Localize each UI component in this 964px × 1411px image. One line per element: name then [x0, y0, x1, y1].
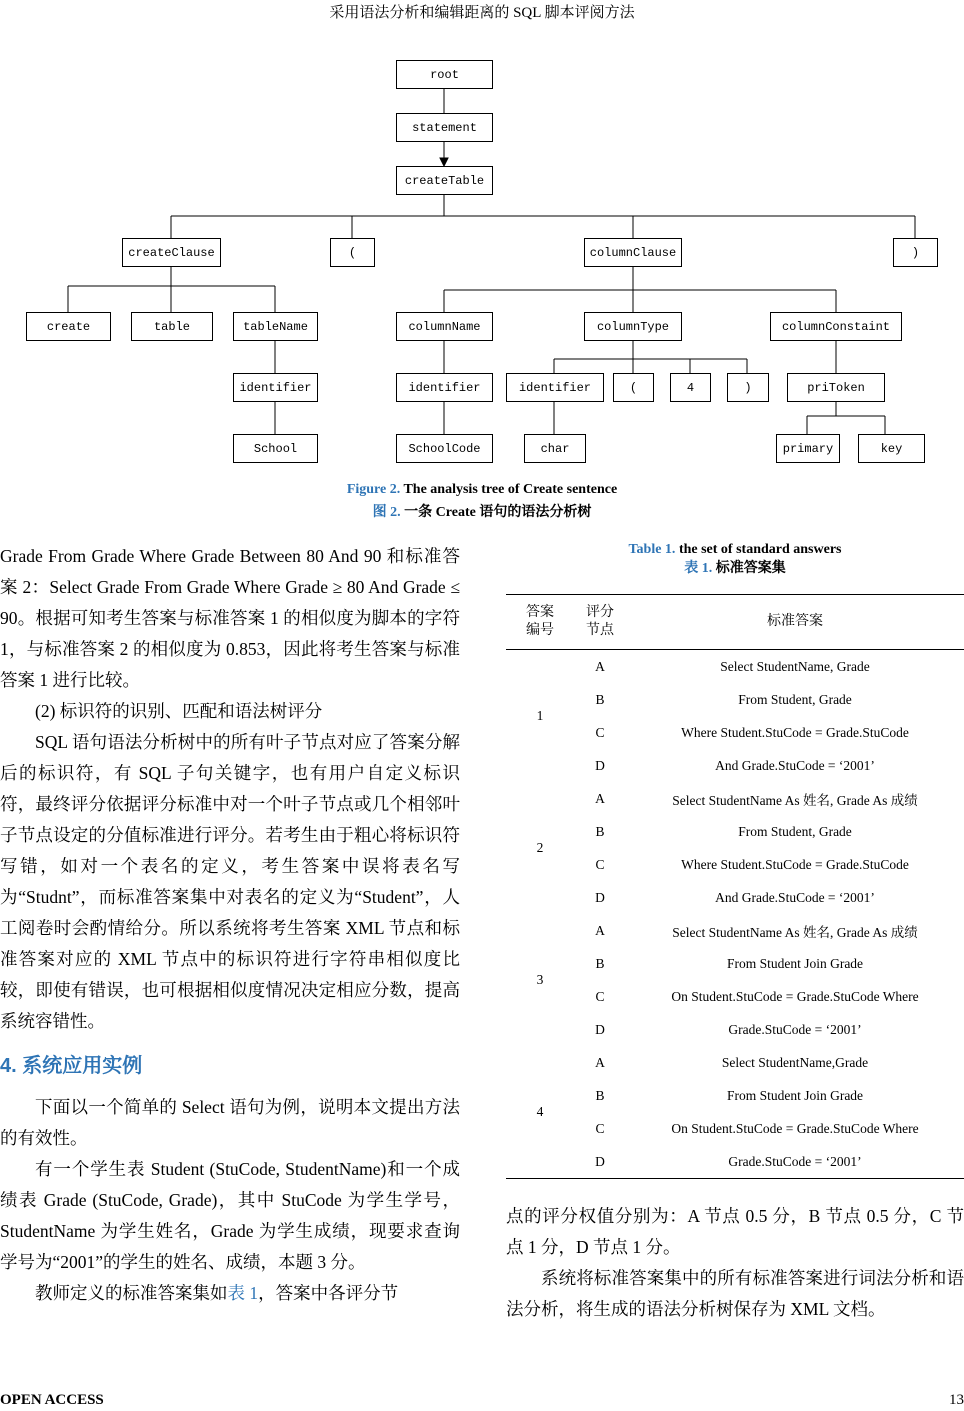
subsection-title: (2) 标识符的识别、匹配和语法树评分	[35, 701, 323, 721]
answer-id-cell: 1	[536, 708, 544, 723]
table-header-row	[506, 595, 964, 650]
tree-node-identifier: identifier	[506, 373, 604, 402]
table-caption-text: the set of standard answers	[678, 542, 842, 557]
node-cell: C	[595, 988, 605, 1004]
paragraph: Grade From Grade Where Grade Between 80 And 90 和标准答案 2：Select Grade From Grade Where Grade ≥ 80 And Grade ≤ 90。根据可知考生答案与标准答案 1 的相似度为脚本的字符 1，与标准答案 2 的相似度为 0.853，因此将考生答案与标准答案 1 进行比较。	[0, 546, 460, 690]
answer-cell: Select StudentName,Grade	[721, 1054, 869, 1070]
figure-label: Figure 2.	[346, 482, 401, 497]
answer-cell: From Student, Grade	[738, 691, 852, 707]
table-row	[506, 914, 964, 947]
standard-answers-table	[506, 594, 964, 1179]
node-cell: D	[595, 757, 605, 773]
tree-node-rparen: )	[893, 238, 938, 267]
node-cell: B	[595, 955, 605, 971]
table-row	[506, 815, 964, 848]
answer-cell: From Student Join Grade	[726, 1087, 864, 1103]
table-row	[506, 683, 964, 716]
paragraph: SQL 语句语法分析树中的所有叶子节点对应了答案分解后的标识符，有 SQL 子句关键字，也有用户自定义标识符，最终评分依据评分标准中对一个叶子节点或几个相邻叶子节点设定的分值标准进行评分。若考生由于粗心将标识符写错，如对一个表名的定义，考生答案中误将表名写为“Studnt”，而标准答案集中对表名的定义为“Student”，人工阅卷时会酌情给分。所以系统将考生答案 XML 节点和标准答案对应的 XML 节点中的标识符进行字符串相似度比较，即使有错误，也可根据相似度情况决定相应分数，提高系统容错性。	[0, 732, 460, 1031]
header-node: 评分 节点	[574, 595, 626, 650]
node-cell: D	[574, 1145, 626, 1179]
node-cell: A	[595, 790, 605, 806]
node-cell: D	[595, 1021, 605, 1037]
tree-node-root: root	[396, 60, 493, 89]
table-label: Table 1.	[628, 542, 676, 557]
right-column	[506, 1201, 964, 1325]
tree-node-table: table	[131, 312, 213, 341]
table-row	[506, 980, 964, 1013]
tree-node-lparen: (	[613, 373, 654, 402]
table-caption-zh	[506, 559, 964, 578]
answer-id-cell: 3	[536, 972, 544, 987]
tree-node-createclause: createClause	[122, 238, 221, 267]
paragraph	[0, 1278, 460, 1309]
answer-cell: Where Student.StuCode = Grade.StuCode	[681, 724, 909, 740]
table-row	[506, 782, 964, 815]
tree-node-schoolcode: SchoolCode	[396, 434, 493, 463]
table-caption-en	[506, 540, 964, 559]
tree-node-school: School	[233, 434, 318, 463]
paragraph: 点的评分权值分别为：A 节点 0.5 分，B 节点 0.5 分，C 节点 1 分，D 节点 1 分。	[506, 1206, 964, 1257]
figure-label-zh: 图 2.	[372, 505, 401, 520]
table-row	[506, 848, 964, 881]
tree-node-columntype: columnType	[584, 312, 682, 341]
table-reference-link[interactable]: 表 1	[227, 1283, 259, 1303]
answer-cell: Select StudentName, Grade	[720, 658, 870, 674]
header-answer-id: 答案 编号	[506, 595, 574, 650]
tree-node-rparen: )	[727, 373, 769, 402]
answer-cell: On Student.StuCode = Grade.StuCode Where	[671, 1120, 919, 1136]
table-row	[506, 1079, 964, 1112]
page-number: 13	[949, 1392, 964, 1408]
tree-node-columnconstaint: columnConstaint	[770, 312, 902, 341]
node-cell: A	[595, 1054, 605, 1070]
figure-caption-text-zh: 一条 Create 语句的语法分析树	[404, 505, 592, 520]
answer-cell: From Student Join Grade	[726, 955, 864, 971]
answer-cell: Grade.StuCode = ‘2001’	[626, 1145, 964, 1179]
tree-node-identifier: identifier	[396, 373, 493, 402]
table-row	[506, 1112, 964, 1145]
tree-node-number: 4	[670, 373, 711, 402]
node-cell: A	[595, 658, 605, 674]
node-cell: A	[595, 922, 605, 938]
tree-node-pritoken: priToken	[787, 373, 885, 402]
tree-node-lparen: (	[330, 238, 375, 267]
node-cell: C	[595, 724, 605, 740]
node-cell: B	[595, 691, 605, 707]
table-row	[506, 716, 964, 749]
paragraph: 系统将标准答案集中的所有标准答案进行词法分析和语法分析，将生成的语法分析树保存为 XML 文档。	[506, 1268, 964, 1319]
table-row	[506, 1145, 964, 1179]
figure-caption-zh	[0, 501, 964, 521]
tree-node-char: char	[524, 434, 586, 463]
tree-node-identifier: identifier	[233, 373, 318, 402]
paragraph-text: 教师定义的标准答案集如	[35, 1283, 228, 1303]
tree-node-key: key	[858, 434, 925, 463]
tree-node-columnname: columnName	[396, 312, 493, 341]
section-heading: 4. 系统应用实例	[0, 1055, 143, 1077]
answer-cell: Select StudentName As 姓名, Grade As 成绩	[672, 924, 918, 940]
answer-cell: And Grade.StuCode = ‘2001’	[715, 757, 875, 773]
table-caption-text-zh: 标准答案集	[715, 561, 786, 576]
answer-cell: Grade.StuCode = ‘2001’	[728, 1021, 862, 1037]
table-label-zh: 表 1.	[684, 561, 713, 576]
node-cell: D	[595, 889, 605, 905]
table-row	[506, 749, 964, 782]
table-row	[506, 1013, 964, 1046]
figure-caption-en	[0, 482, 964, 498]
table-row	[506, 650, 964, 684]
node-cell: B	[595, 823, 605, 839]
running-head: 采用语法分析和编辑距离的 SQL 脚本评阅方法	[329, 5, 635, 21]
table-row	[506, 947, 964, 980]
paragraph: 有一个学生表 Student (StuCode, StudentName)和一个成绩表 Grade (StuCode, Grade)，其中 StuCode 为学生学号，StudentName 为学生姓名，Grade 为学生成绩，现要求查询学号为“2001”的学生的姓名、成绩，本题 3 分。	[0, 1159, 460, 1272]
tree-node-create: create	[26, 312, 111, 341]
node-cell: B	[595, 1087, 605, 1103]
tree-node-primary: primary	[776, 434, 840, 463]
table-row	[506, 1046, 964, 1079]
tree-node-createtable: createTable	[396, 166, 493, 195]
answer-id-cell: 4	[506, 1046, 574, 1179]
paragraph-text: ，答案中各评分节	[258, 1283, 399, 1303]
table-row	[506, 881, 964, 914]
tree-node-tablename: tableName	[233, 312, 318, 341]
footer-open-access: OPEN ACCESS	[0, 1392, 104, 1408]
tree-node-statement: statement	[396, 113, 493, 142]
answer-cell: On Student.StuCode = Grade.StuCode Where	[671, 988, 919, 1004]
answer-id-cell: 2	[536, 840, 544, 855]
node-cell: C	[595, 1120, 605, 1136]
answer-cell: Where Student.StuCode = Grade.StuCode	[681, 856, 909, 872]
left-column	[0, 541, 460, 1309]
paragraph: 下面以一个简单的 Select 语句为例，说明本文提出方法的有效性。	[0, 1097, 460, 1148]
answer-cell: From Student, Grade	[738, 823, 852, 839]
answer-cell: Select StudentName As 姓名, Grade As 成绩	[672, 792, 918, 808]
header-standard-answer: 标准答案	[626, 595, 964, 650]
node-cell: C	[595, 856, 605, 872]
tree-node-columnclause: columnClause	[584, 238, 682, 267]
answer-cell: And Grade.StuCode = ‘2001’	[715, 889, 875, 905]
figure-caption-text: The analysis tree of Create sentence	[403, 482, 618, 497]
